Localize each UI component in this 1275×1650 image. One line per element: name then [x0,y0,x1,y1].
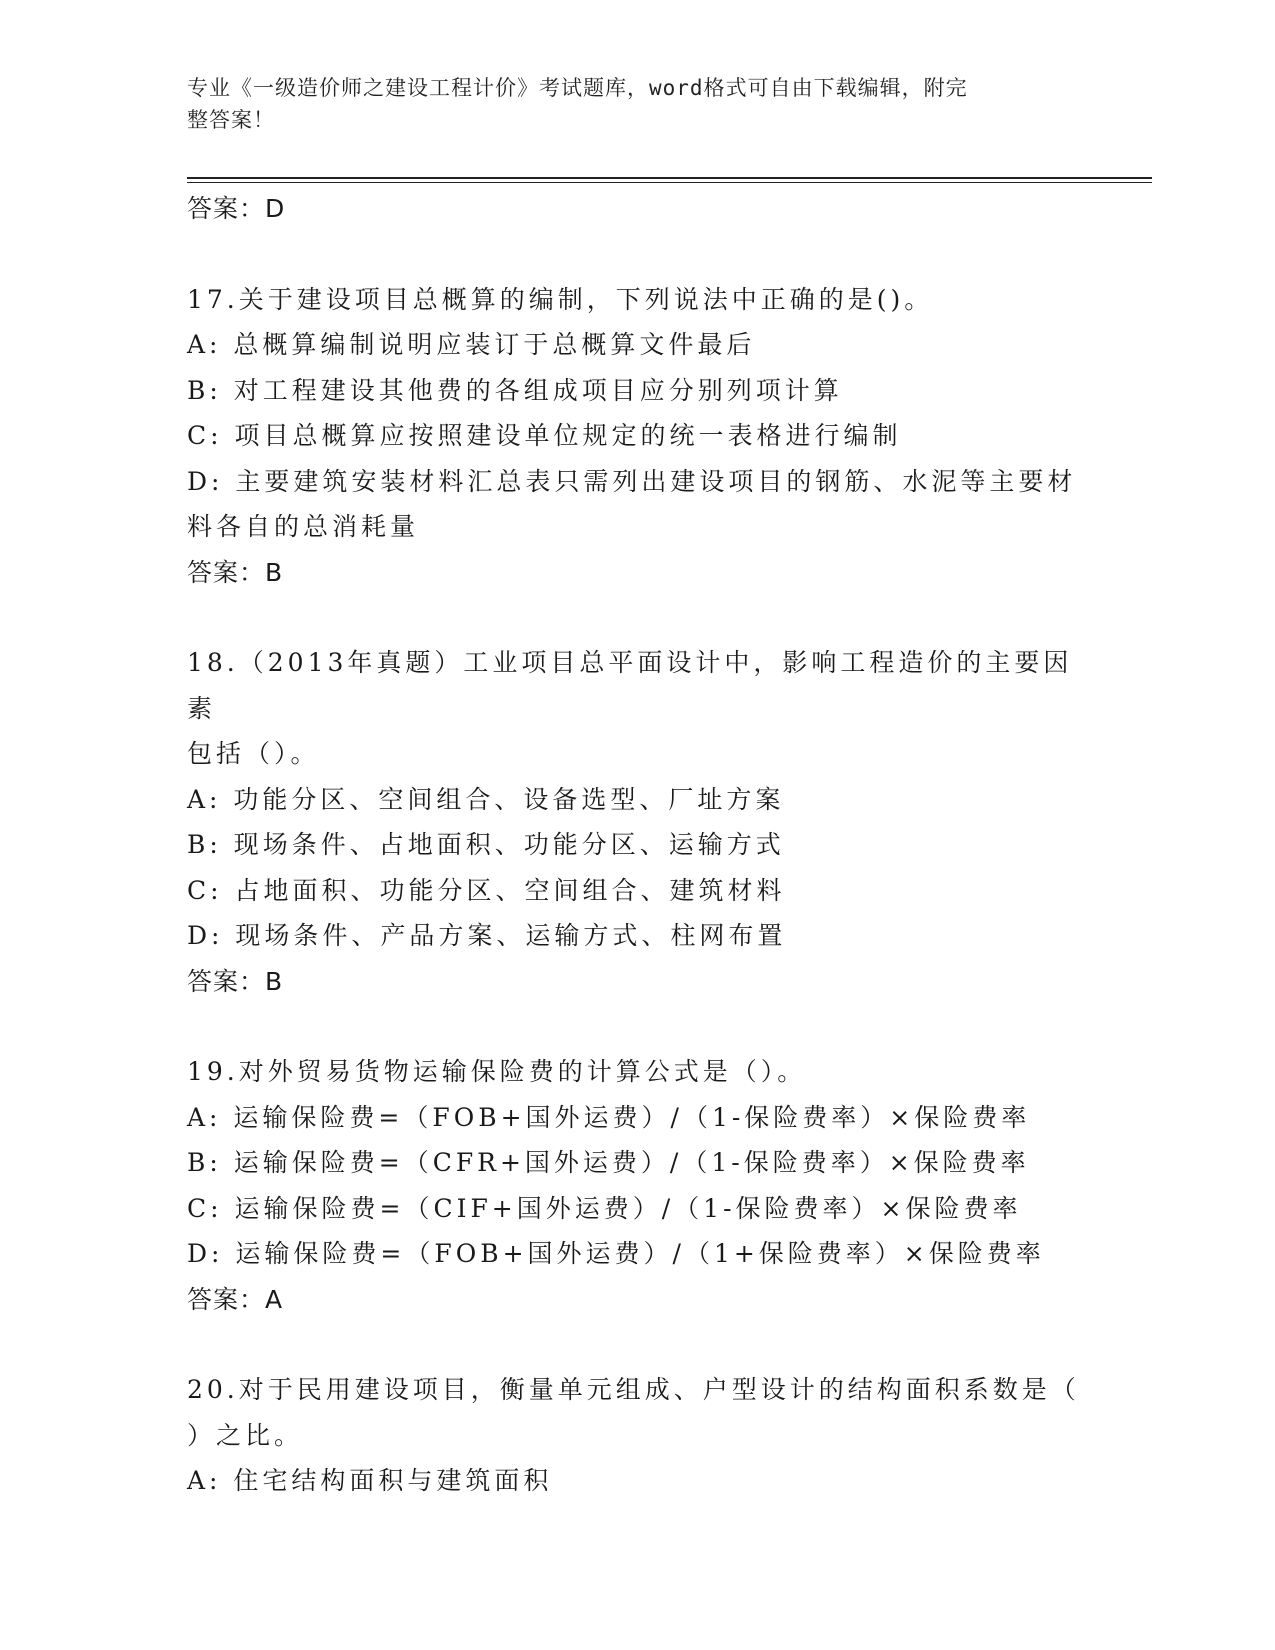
question-block [187,1367,1087,1504]
document-header [187,72,1067,136]
header-line-1: 专业《一级造价师之建设工程计价》考试题库，word格式可自由下载编辑，附完 [187,76,968,100]
question-stem: 20.对于民用建设项目，衡量单元组成、户型设计的结构面积系数是（ [187,1375,1080,1404]
answer-option: D: 现场条件、产品方案、运输方式、柱网布置 [187,921,787,950]
header-rule-thin [187,182,1152,183]
answer-option: B: 运输保险费=（CFR+国外运费）/（1-保险费率）×保险费率 [187,1148,1030,1177]
answer-line: 答案：B [187,966,284,996]
answer-option: A: 总概算编制说明应装订于总概算文件最后 [187,330,756,359]
answer-line: 答案：D [187,194,286,223]
question-stem: ）之比。 [187,1420,304,1450]
answer-option: D: 运输保险费=（FOB+国外运费）/（1+保险费率）×保险费率 [187,1239,1045,1268]
answer-option: B: 对工程建设其他费的各组成项目应分别列项计算 [187,375,843,405]
answer-option: 料各自的总消耗量 [187,512,420,541]
header-line-2: 整答案！ [187,108,275,132]
answer-option: A: 功能分区、空间组合、设备选型、厂址方案 [187,784,785,814]
answer-option: B: 现场条件、占地面积、功能分区、运输方式 [187,830,785,859]
question-stem: 18.（2013年真题）工业项目总平面设计中，影响工程造价的主要因素 [187,648,1073,723]
answer-line: 答案：A [187,1284,284,1314]
question-block [187,277,1087,596]
answer-option: A: 运输保险费=（FOB+国外运费）/（1-保险费率）×保险费率 [187,1102,1031,1132]
question-block [187,1049,1087,1322]
question-list [187,277,1087,1504]
question-stem: 包括（）。 [187,739,320,768]
question-stem: 17.关于建设项目总概算的编制，下列说法中正确的是()。 [187,284,934,314]
answer-option: C: 运输保险费=（CIF+国外运费）/（1-保险费率）×保险费率 [187,1193,1022,1223]
question-block [187,640,1087,1004]
answer-line: 答案：B [187,557,284,587]
header-rule-thick [187,177,1152,179]
question-content [187,186,1087,1504]
answer-option: D: 主要建筑安装材料汇总表只需列出建设项目的钢筋、水泥等主要材 [187,466,1077,496]
answer-option: A: 住宅结构面积与建筑面积 [187,1466,553,1495]
question-stem: 19.对外贸易货物运输保险费的计算公式是（）。 [187,1057,807,1086]
answer-option: C: 项目总概算应按照建设单位规定的统一表格进行编制 [187,421,902,450]
answer-option: C: 占地面积、功能分区、空间组合、建筑材料 [187,875,786,905]
